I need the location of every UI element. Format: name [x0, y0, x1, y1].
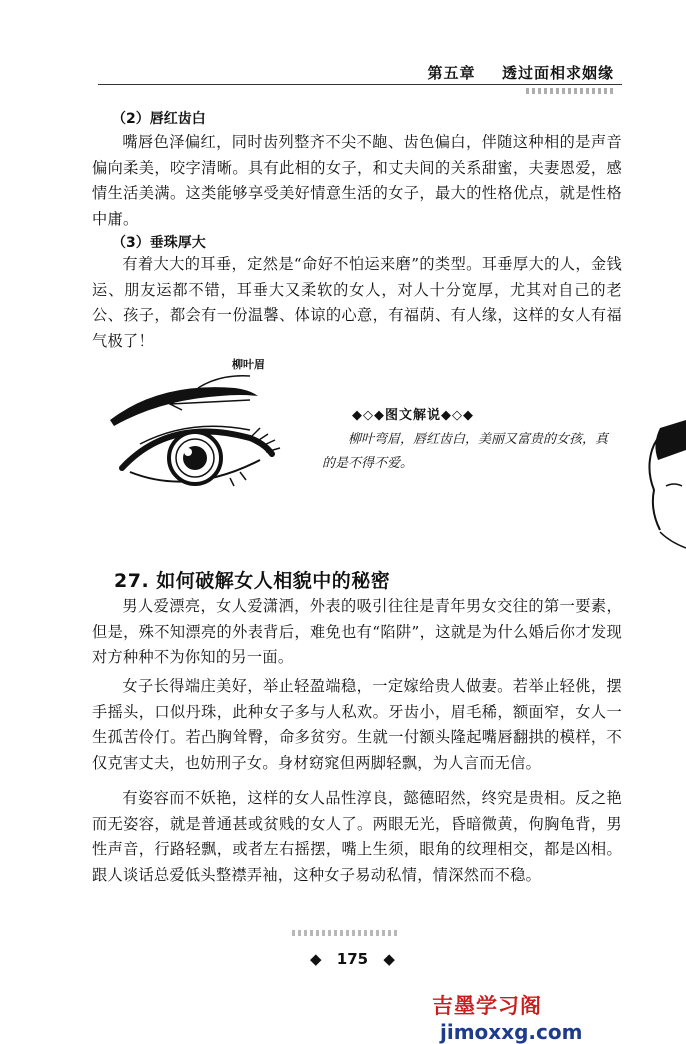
eye-illustration [100, 368, 320, 508]
diamond-icon: ◆ [383, 950, 395, 968]
chapter-number: 第五章 [427, 64, 476, 82]
illustration-caption-text: 柳叶弯眉，唇红齿白，美丽又富贵的女孩，真的是不得不爱。 [322, 432, 609, 471]
running-header [428, 62, 615, 83]
section-paragraph: 女子长得端庄美好，举止轻盈端稳，一定嫁给贵人做妻。若举止轻佻，摆手摇头，口似丹珠，此种女子多与人私欢。牙齿小，眉毛稀，额面窄，女人一生孤苦伶仃。若凸胸耸臀，命多贫穷。生就一付额头隆起嘴唇翻拱的模样，不仅克害丈夫，也妨刑子女。身材窈窕但两脚轻飘，为人言而无信。 [92, 677, 622, 772]
eyebrow-label: 柳叶眉 [232, 358, 265, 371]
page-number-block [310, 950, 395, 968]
chapter-title: 透过面相求姻缘 [501, 64, 614, 82]
page-number: 175 [336, 950, 369, 968]
eye-highlight [184, 448, 192, 456]
watermark-cn: 吉墨学习阁 [432, 994, 542, 1018]
watermark-en: jimoxxg.com [440, 1020, 583, 1044]
willow-eyebrow [110, 387, 258, 426]
header-ornament [526, 88, 616, 94]
section-paragraph: 有姿容而不妖艳，这样的女人品性淳良，懿德昭然，终究是贵相。反之艳而无姿容，就是普通甚或贫贱的女人了。两眼无光，昏暗微黄，佝胸龟背，男性声音，行路轻飘，或者左右摇摆，嘴上生须，眼角的纹理相交，都是凶相。跟人谈话总爱低头整襟弄袖，这种女子易动私情，情深然而不稳。 [92, 789, 622, 884]
label-pointer-line [198, 376, 250, 388]
subsection-2-text: 嘴唇色泽偏红，同时齿列整齐不尖不龅、齿色偏白，伴随这种相的是声音偏向柔美，咬字清晰。具有此相的女子，和丈夫间的关系甜蜜，夫妻恩爱，感情生活美满。这类能够享受美好情意生活的女子，最大的性格优点，就是性格中庸。 [92, 133, 622, 228]
section-paragraph: 男人爱漂亮，女人爱潇洒，外表的吸引往往是青年男女交往的第一要素，但是，殊不知漂亮的外表背后，难免也有“陷阱”，这就是为什么婚后你才发现对方种种不为你知的另一面。 [92, 597, 622, 667]
footer-ornament [292, 930, 400, 936]
section-title: 27. 如何破解女人相貌中的秘密 [114, 570, 391, 592]
diamond-icon: ◆ [310, 950, 322, 968]
subsection-3-heading: （3）垂珠厚大 [112, 235, 206, 251]
subsection-2-heading: （2）唇红齿白 [112, 111, 206, 127]
header-rule [98, 84, 622, 85]
face-sketch-illustration [630, 420, 686, 550]
subsection-3-text: 有着大大的耳垂，定然是“命好不怕运来磨”的类型。耳垂厚大的人，金钱运、朋友运都不错，耳垂大又柔软的女人，对人十分宽厚，尤其对自己的老公、孩子，都会有一份温馨、体谅的心意，有福荫、有人缘，这样的女人有福气极了！ [92, 255, 622, 350]
watermark [432, 990, 686, 1044]
illustration-caption-title: ◆◇◆图文解说◆◇◆ [352, 408, 474, 423]
